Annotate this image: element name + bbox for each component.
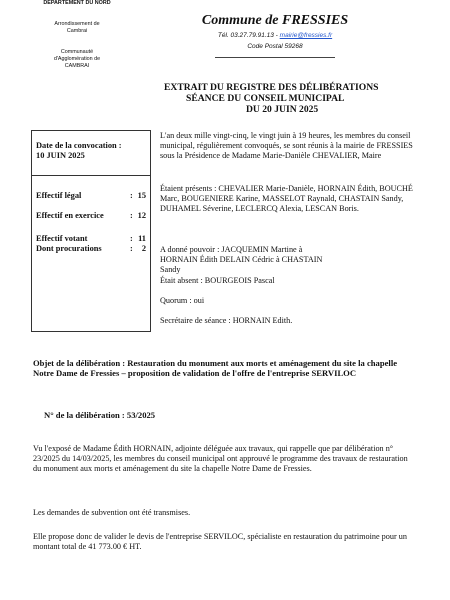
department-label [18, 0, 136, 7]
phone-number: Tél. 03.27.79.91.13 - [217, 32, 278, 39]
postal-code: Code Postal 59268 [247, 43, 303, 50]
email-link[interactable]: mairie@fressies.fr [279, 32, 333, 39]
stat-colon: : [130, 234, 133, 243]
quorum-paragraph: Quorum : oui [160, 296, 205, 305]
communaute-line1: Communauté [60, 49, 94, 55]
stat-value: 15 [137, 191, 146, 200]
communaute-line2: d'Agglomération de [53, 56, 101, 62]
title-line2: SÉANCE DU CONSEIL MUNICIPAL [186, 93, 345, 104]
arrondissement-label [18, 21, 136, 35]
intro-paragraph: L'an deux mille vingt-cinq, le vingt juin à 19 heures, les membres du conseil municipal, régulièrement convoqués, se sont réunis à la mairie de FRESSIES sous la Présidence de Madame Marie-Danièle CHEVALIER, Maire [160, 131, 413, 160]
absent-paragraph: Était absent : BOURGEOIS Pascal [160, 276, 275, 285]
arrondissement-line2: Cambrai [66, 28, 88, 34]
commune-name: Commune de FRESSIES [201, 13, 349, 28]
stat-label: Effectif en exercice [36, 211, 104, 220]
box-separator [32, 175, 150, 176]
devis-paragraph: Elle propose donc de valider le devis de l'entreprise SERVILOC, spécialiste en restauration du patrimoine pour un montant total de 41 773.00 € HT. [33, 532, 407, 551]
stat-colon: : [130, 244, 133, 253]
presents-paragraph: Étaient présents : CHEVALIER Marie-Danièle, HORNAIN Édith, BOUCHÉ Marc, BOUGENIERE Karine, MASSELOT Raynald, CHASTAIN Sandy, DUHAMEL Séverine, LECLERCQ Alexia, LESCAN Boris. [160, 184, 413, 213]
subvention-paragraph: Les demandes de subvention ont été transmises. [33, 508, 191, 517]
stat-colon: : [130, 211, 133, 220]
stat-label: Effectif légal [36, 191, 82, 200]
deliberation-subject: Objet de la délibération : Restauration du monument aux morts et aménagement du site la chapelle Notre Dame de Fressies – proposition de validation de l'offre de l'entreprise SERVILOC [33, 358, 398, 378]
deliberation-number: N° de la délibération : 53/2025 [44, 410, 156, 420]
title-line3: DU 20 JUIN 2025 [246, 104, 319, 115]
department-name: DEPARTEMENT DU NORD [43, 0, 111, 6]
secretaire-paragraph: Secrétaire de séance : HORNAIN Edith. [160, 316, 293, 325]
pouvoir-paragraph: A donné pouvoir : JACQUEMIN Martine à HORNAIN Édith DELAIN Cédric à CHASTAIN Sandy [160, 245, 323, 274]
arrondissement-line1: Arrondissement de [54, 21, 100, 27]
communaute-label [18, 49, 136, 70]
header-divider [215, 57, 335, 58]
stat-label: Effectif votant [36, 234, 88, 243]
stat-label: Dont procurations [36, 244, 102, 253]
expose-paragraph: Vu l'exposé de Madame Édith HORNAIN, adjointe déléguée aux travaux, qui rappelle que par délibération n° 23/2025 du 14/03/2025, les membres du conseil municipal ont approuvé le programme des travaux de restauration du monument aux morts et aménagement du site la chapelle Notre Dame de Fressies. [33, 444, 408, 473]
contact-block [190, 30, 360, 52]
stat-value: 11 [138, 234, 146, 243]
convocation-block [36, 141, 122, 161]
communaute-line3: CAMBRAI [64, 63, 90, 69]
document-title [150, 82, 410, 115]
title-line1: EXTRAIT DU REGISTRE DES DÉLIBÉRATIONS [164, 82, 379, 93]
stat-value: 12 [137, 211, 146, 220]
convocation-label: Date de la convocation : [36, 141, 122, 150]
contact-phone-line [190, 30, 360, 41]
meeting-info-box [31, 130, 151, 332]
stat-colon: : [130, 191, 133, 200]
stat-value: 2 [141, 244, 146, 253]
left-header [18, 0, 136, 84]
convocation-date: 10 JUIN 2025 [36, 151, 85, 160]
